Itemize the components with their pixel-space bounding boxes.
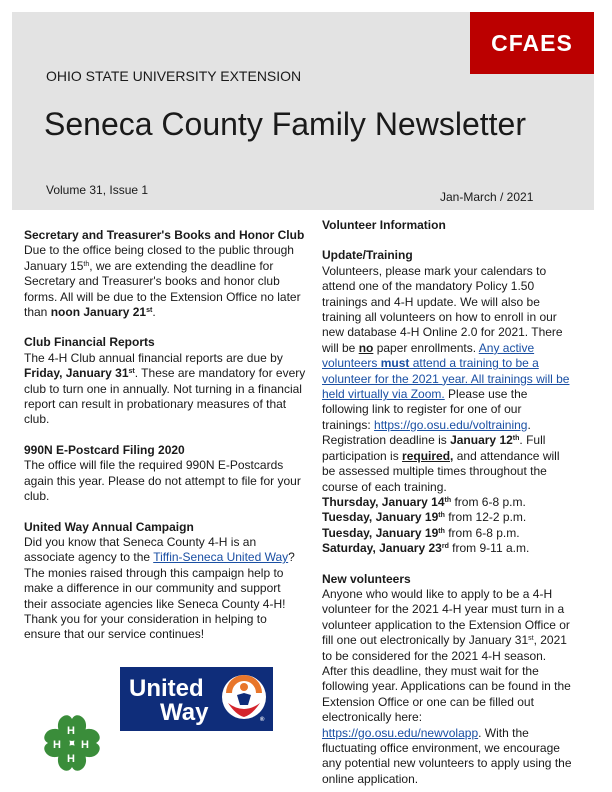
- session-4: Saturday, January 23rd from 9-11 a.m.: [322, 541, 530, 556]
- financial-heading: Club Financial Reports: [24, 335, 155, 350]
- new-volunteers-body: Anyone who would like to apply to be a 4-H volunteer for the 2021 4-H year must turn in a volunteer application to the Extension Office or fill one out electronically by January 31st, 2021 to be considered for the 2021 4-H season. After this deadline, they must wait for the following year. Applications can be found in the Extension Office or one can be filled out electronically here: https://go.osu.edu/newvolapp. With the fluctuating office environment, we encourage any potential new volunteers to apply using the online application.: [322, 586, 572, 786]
- newsletter-title: Seneca County Family Newsletter: [44, 106, 526, 142]
- unitedway-heading: United Way Annual Campaign: [24, 519, 194, 534]
- epostcard-heading: 990N E-Postcard Filing 2020: [24, 442, 185, 457]
- update-body: Volunteers, please mark your calendars to attend one of the mandatory Policy 1.50 trainings and 4-H update. We will also be training all volunteers on how to enroll in our new database 4-H Online 2.0 for 2021. There will be no paper enrollments. Any active volunteers must attend a training to be a volunteer for the 2021 year. All trainings will be held virtually via Zoom. Please use the following link to register for one of our trainings: https://go.osu.edu/voltraining. Registration deadline is January 12th. Full participation is required, and attendance will be assessed multiple times throughout the course of each training.: [322, 263, 570, 494]
- svg-text:H: H: [67, 753, 75, 765]
- right-column: [322, 218, 572, 787]
- volume-issue: Volume 31, Issue 1: [46, 183, 149, 197]
- books-heading: Secretary and Treasurer's Books and Honor Club: [24, 228, 305, 242]
- svg-text:®: ®: [260, 717, 265, 723]
- volunteer-heading: Volunteer Information: [322, 218, 446, 232]
- session-2: Tuesday, January 19th from 12-2 p.m.: [322, 510, 527, 525]
- four-h-clover-icon: [32, 703, 112, 783]
- svg-text:H: H: [67, 725, 75, 737]
- united-way-logo: United Way ®: [120, 667, 273, 731]
- session-3: Tuesday, January 19th from 6-8 p.m.: [322, 525, 520, 540]
- unitedway-body: Did you know that Seneca County 4-H is an associate agency to the Tiffin-Seneca United Way? The monies raised through this campaign help to make a difference in our community and support their associate agencies like Seneca County 4-H! Thank you for your consideration in helping to ensure that our service continues!: [24, 534, 295, 642]
- books-body: Due to the office being closed to the public through January 15th, we are extending the deadline for Secretary and Treasurer's books and honor club forms. All will be due to the Extension Office no later than noon January 21st.: [24, 243, 301, 320]
- tiffin-seneca-united-way-link[interactable]: Tiffin-Seneca United Way: [153, 550, 289, 565]
- organization-name: OHIO STATE UNIVERSITY EXTENSION: [46, 68, 302, 84]
- newvolapp-link[interactable]: https://go.osu.edu/newvolapp: [322, 725, 479, 740]
- cfaes-logo: CFAES: [470, 12, 594, 74]
- epostcard-body: The office will file the required 990N E-Postcards again this year. Please do not attempt to file for your club.: [24, 458, 301, 504]
- issue-date: Jan-March / 2021: [440, 190, 534, 204]
- financial-body: The 4-H Club annual financial reports are due by Friday, January 31st. These are mandatory for every club to turn one in annually. Not turning in a financial report can result in probationary measures of that club.: [24, 350, 306, 427]
- svg-text:H: H: [81, 739, 89, 751]
- session-1: Thursday, January 14th from 6-8 p.m.: [322, 494, 526, 509]
- united-way-hand-icon: [220, 673, 268, 723]
- left-column: [24, 228, 306, 643]
- update-heading: Update/Training: [322, 248, 413, 263]
- voltraining-link[interactable]: https://go.osu.edu/voltraining: [374, 417, 528, 432]
- svg-text:H: H: [53, 739, 61, 751]
- new-volunteers-heading: New volunteers: [322, 571, 411, 586]
